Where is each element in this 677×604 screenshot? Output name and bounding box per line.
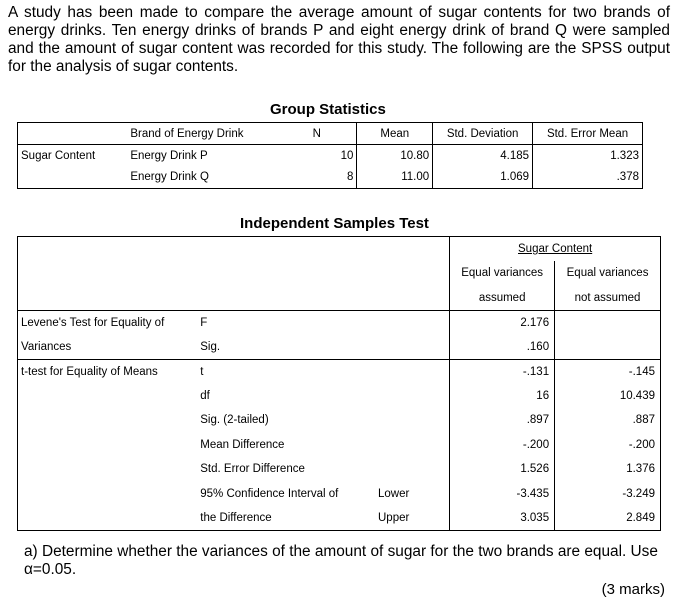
- mean-cell: 11.00: [357, 167, 433, 189]
- header-cell-empty: [18, 123, 128, 145]
- group-statistics-title: Group Statistics: [270, 101, 386, 118]
- stat-label: F: [200, 316, 208, 329]
- table-row: [18, 433, 661, 458]
- table-row: [18, 384, 661, 409]
- table-row: [18, 335, 661, 360]
- value-equal: -.200: [450, 433, 555, 458]
- header-sugar-content: Sugar Content: [450, 237, 661, 262]
- table-row: [18, 457, 661, 482]
- header-n: N: [277, 123, 357, 145]
- value-equal: .897: [450, 408, 555, 433]
- table-row: [18, 167, 643, 189]
- levene-label-2: Variances: [18, 335, 198, 360]
- blank-cell: [18, 384, 198, 409]
- value-not-equal: -.200: [555, 433, 661, 458]
- se-cell: 1.323: [610, 149, 639, 162]
- header-equal-variances-not-assumed: Equal variances: [555, 261, 661, 286]
- header-not-assumed: not assumed: [555, 286, 661, 311]
- marks-label: (3 marks): [601, 581, 665, 598]
- table-row: [18, 359, 661, 384]
- value-not-equal: 2.849: [555, 506, 661, 531]
- ci-label-2: the Difference: [200, 512, 272, 524]
- variable-label: Sugar Content: [21, 149, 96, 162]
- ci-sub-label: Lower: [378, 487, 410, 500]
- value-equal: -.131: [450, 359, 555, 384]
- value-not-equal: .887: [555, 408, 661, 433]
- table-row: [18, 145, 643, 167]
- header-std-error-mean: Std. Error Mean: [533, 123, 643, 145]
- stat-label: t: [200, 365, 204, 378]
- blank-cell: [18, 482, 198, 507]
- variable-label-empty: [18, 167, 128, 189]
- stat-label: Sig. (2-tailed): [200, 414, 269, 427]
- header-mean: Mean: [357, 123, 433, 145]
- header-brand: Brand of Energy Drink: [127, 123, 277, 145]
- table-row: [18, 506, 661, 531]
- se-cell: .378: [616, 171, 639, 184]
- question-text: a) Determine whether the variances of the amount of sugar for the two brands are equal. Use α=0.05.: [24, 543, 658, 578]
- stat-label: Sig.: [197, 335, 449, 360]
- value-not-equal: [555, 310, 661, 335]
- n-cell: 10: [277, 145, 357, 167]
- table-row: [18, 310, 661, 335]
- value-equal: 16: [450, 384, 555, 409]
- value-not-equal: [555, 335, 661, 360]
- value-equal: 3.035: [450, 506, 555, 531]
- ci-sub-label: Upper: [378, 512, 410, 524]
- independent-samples-test-table: [17, 236, 661, 531]
- mean-cell: 10.80: [357, 145, 433, 167]
- header-equal-variances-assumed: Equal variances: [450, 261, 555, 286]
- blank-cell: [18, 433, 198, 458]
- value-equal: 1.526: [450, 457, 555, 482]
- table-row: [18, 408, 661, 433]
- stat-label: Std. Error Difference: [200, 463, 305, 476]
- group-statistics-table: [17, 122, 643, 189]
- independent-samples-test-title: Independent Samples Test: [240, 215, 429, 232]
- levene-label: Levene's Test for Equality of: [21, 316, 165, 329]
- intro-paragraph: A study has been made to compare the average amount of sugar contents for two brands of energy drinks. Ten energy drinks of brands P and eight energy drink of brand Q were sampled and the amount of sugar content was recorded for this study. The following are the SPSS output for the analysis of sugar contents.: [8, 4, 670, 75]
- value-not-equal: 10.439: [555, 384, 661, 409]
- blank-cell: [18, 457, 198, 482]
- value-equal: -3.435: [450, 482, 555, 507]
- sd-cell: 4.185: [433, 145, 533, 167]
- table-header-row: [18, 123, 643, 145]
- table-row: [18, 482, 661, 507]
- stat-label: df: [200, 389, 210, 402]
- blank-cell: [18, 506, 198, 531]
- value-equal: .160: [450, 335, 555, 360]
- value-not-equal: -3.249: [555, 482, 661, 507]
- value-equal: 2.176: [450, 310, 555, 335]
- blank-cell: [18, 408, 198, 433]
- brand-cell: Energy Drink P: [130, 149, 208, 162]
- stat-label: Mean Difference: [200, 438, 285, 451]
- ttest-label: t-test for Equality of Means: [21, 365, 158, 378]
- header-std-deviation: Std. Deviation: [433, 123, 533, 145]
- brand-cell: Energy Drink Q: [130, 171, 209, 184]
- n-cell: 8: [277, 167, 357, 189]
- header-assumed: assumed: [450, 286, 555, 311]
- ci-label: 95% Confidence Interval of: [200, 487, 339, 500]
- value-not-equal: 1.376: [555, 457, 661, 482]
- sd-cell: 1.069: [433, 167, 533, 189]
- value-not-equal: -.145: [555, 359, 661, 384]
- header-blank: [18, 237, 450, 311]
- table-header-row: [18, 237, 661, 262]
